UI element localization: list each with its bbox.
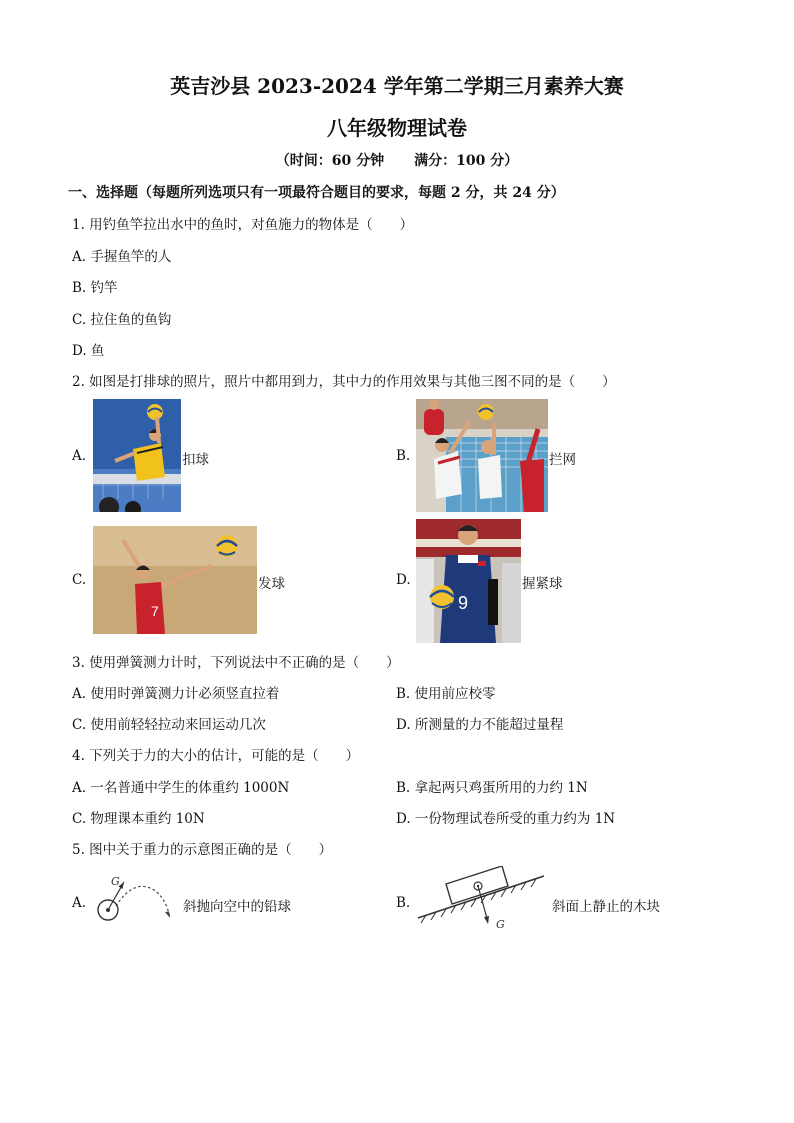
question-3-stem: 3. 使用弹簧测力计时，下列说法中不正确的是（ ） [72, 655, 400, 671]
question-2-option-b-caption: 拦网 [549, 452, 576, 468]
question-2-option-a-caption: 扣球 [182, 452, 209, 468]
gravity-label-a: G [111, 875, 120, 888]
question-2-option-c-label: C. [72, 572, 87, 588]
gravity-label-b: G [496, 918, 505, 931]
question-4-option-c: C. 物理课本重约 10N [72, 811, 205, 827]
section-heading: 一、选择题（每题所列选项只有一项最符合题目的要求，每题 2 分，共 24 分） [68, 185, 565, 201]
hold-ball-photo [416, 519, 521, 643]
exam-title: 英吉沙县 2023-2024 学年第二学期三月素养大赛 [170, 74, 624, 98]
question-3-option-d: D. 所测量的力不能超过量程 [396, 717, 564, 733]
question-1-stem: 1. 用钓鱼竿拉出水中的鱼时，对鱼施力的物体是（ ） [72, 217, 414, 233]
question-2-option-c-caption: 发球 [258, 576, 285, 592]
question-1-option-d: D. 鱼 [72, 343, 105, 359]
block-photo [416, 399, 548, 512]
exam-info [0, 150, 794, 170]
question-4-option-b: B. 拿起两只鸡蛋所用的力约 1N [396, 780, 588, 796]
exam-score: 满分：100 分） [414, 153, 519, 169]
question-2-stem: 2. 如图是打排球的照片，照片中都用到力，其中力的作用效果与其他三图不同的是（ ） [72, 374, 616, 390]
question-1-option-a: A. 手握鱼竿的人 [72, 249, 172, 265]
block-on-incline-diagram [416, 866, 548, 932]
question-5-option-a-label: A. [72, 895, 87, 911]
serve-photo [93, 526, 257, 634]
shot-put-diagram [94, 868, 176, 926]
question-3-option-b: B. 使用前应校零 [396, 686, 496, 702]
question-1-option-c: C. 拉住鱼的鱼钩 [72, 312, 172, 328]
question-2-option-a-label: A. [72, 448, 87, 464]
jersey-number-9: 9 [458, 593, 469, 613]
exam-subtitle: 八年级物理试卷 [327, 116, 467, 140]
question-3-option-c: C. 使用前轻轻拉动来回运动几次 [72, 717, 266, 733]
jersey-number-7: 7 [151, 603, 159, 619]
question-1-option-b: B. 钓竿 [72, 280, 118, 296]
exam-time: （时间：60 分钟 [275, 153, 385, 169]
question-2-option-b-label: B. [396, 448, 411, 464]
question-5-stem: 5. 图中关于重力的示意图正确的是（ ） [72, 842, 333, 858]
spike-photo [93, 399, 181, 512]
question-2-option-d-label: D. [396, 572, 411, 588]
question-5-option-b-label: B. [396, 895, 411, 911]
question-4-stem: 4. 下列关于力的大小的估计，可能的是（ ） [72, 748, 360, 764]
question-5-option-a-caption: 斜抛向空中的铅球 [183, 899, 291, 915]
question-4-option-a: A. 一名普通中学生的体重约 1000N [72, 780, 290, 796]
question-2-option-d-caption: 握紧球 [522, 576, 563, 592]
question-4-option-d: D. 一份物理试卷所受的重力约为 1N [396, 811, 616, 827]
question-3-option-a: A. 使用时弹簧测力计必须竖直拉着 [72, 686, 280, 702]
question-5-option-b-caption: 斜面上静止的木块 [552, 899, 660, 915]
